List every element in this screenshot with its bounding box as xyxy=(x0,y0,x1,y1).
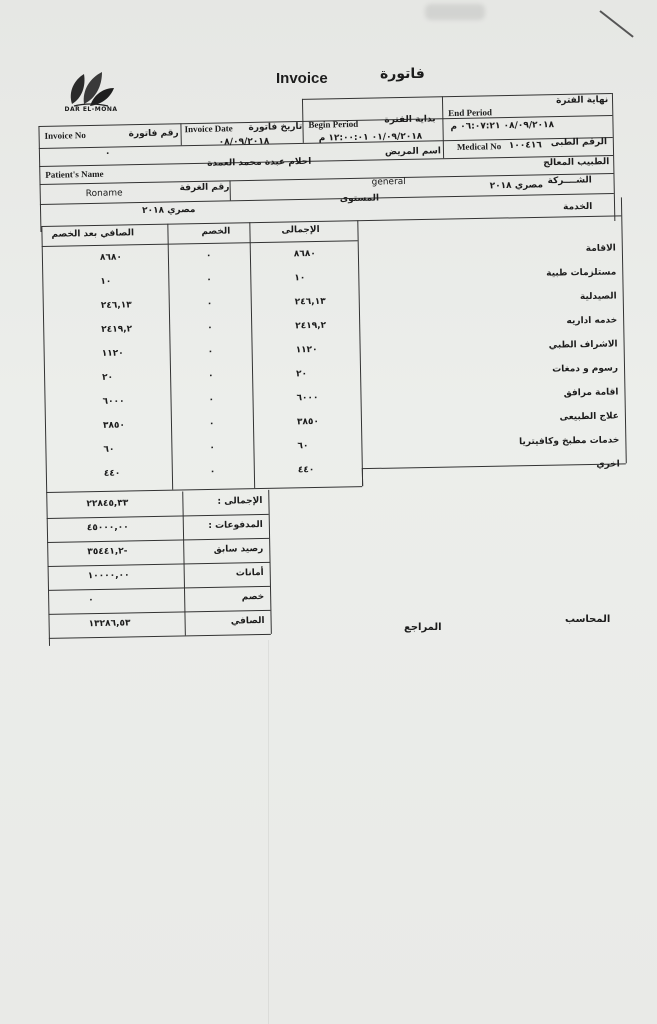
row-discount-value: ٠ xyxy=(206,274,212,285)
row-discount-value: ٠ xyxy=(209,466,216,477)
row-net-value: ٦٠ xyxy=(103,444,115,455)
room-label-ar: رقم الغرفة xyxy=(179,182,230,194)
summary-value: ١٣٢٨٦,٥٣ xyxy=(88,618,131,630)
page-title: Invoice xyxy=(276,70,328,87)
service-name: اقامة مرافق xyxy=(563,387,619,399)
row-net-value: ١١٢٠ xyxy=(101,348,124,359)
row-net-value: ٢٠ xyxy=(102,372,114,383)
paper-fold-line xyxy=(268,640,269,1024)
begin-period-value: ٠١/٠٩/٢٠١٨ ١٢:٠٠:٠١ م xyxy=(318,131,423,144)
total-column-header: الإجمالى xyxy=(281,224,320,236)
summary-label: المدفوعات : xyxy=(208,519,263,531)
medical-no-label-ar: الرقم الطبى xyxy=(550,137,608,149)
service-name: مستلزمات طبية xyxy=(546,267,617,279)
summary-value: ١٠٠٠٠,٠٠ xyxy=(87,570,130,582)
company-value-secondary: مصري ٢٠١٨ xyxy=(141,204,196,217)
row-discount-value: ٠ xyxy=(207,346,214,357)
row-total-value: ٢٤١٩,٢ xyxy=(295,320,327,332)
row-total-value: ٦٠ xyxy=(297,441,309,452)
row-net-value: ٢٤١٩,٢ xyxy=(101,324,133,335)
invoice-date-label-ar: تاريخ فاتورة xyxy=(248,121,303,133)
summary-label: أمانات xyxy=(235,567,264,579)
summary-label: الإجمالى : xyxy=(217,495,263,507)
medical-no-value: ١٠٠٤١٦ xyxy=(508,140,542,151)
summary-value: ٤٥٠٠٠,٠٠ xyxy=(86,522,129,534)
row-total-value: ٤٤٠ xyxy=(297,465,315,476)
accountant-signature-label: المحاسب xyxy=(565,614,611,625)
company-value: مصري ٢٠١٨ xyxy=(489,180,544,192)
summary-value: ٠ xyxy=(88,595,94,606)
service-name: خدمات مطبخ وكافيتريا xyxy=(519,435,620,448)
row-total-value: ٣٨٥٠ xyxy=(296,416,320,428)
company-label-ar: الشــــركة xyxy=(547,175,592,187)
row-net-value: ٢٤٦,١٣ xyxy=(100,300,132,311)
row-discount-value: ٠ xyxy=(205,250,212,261)
patient-name-label-en: Patient's Name xyxy=(45,168,104,180)
summary-value: ٣٥٤٤١,٢- xyxy=(87,546,128,558)
row-net-value: ٤٤٠ xyxy=(103,468,121,479)
row-discount-value: ٠ xyxy=(208,370,214,381)
row-total-value: ٢٠ xyxy=(295,369,308,380)
row-total-value: ١١٢٠ xyxy=(295,344,318,356)
scan-smudge xyxy=(425,4,485,20)
begin-period-label-en: Begin Period xyxy=(308,118,359,130)
net-column-header: الصافي بعد الخصم xyxy=(51,228,135,240)
logo-text: DAR EL-MONA xyxy=(64,106,118,113)
reviewer-signature-label: المراجع xyxy=(404,622,442,633)
medical-no-label-en: Medical No xyxy=(456,141,502,152)
row-total-value: ٨٦٨٠ xyxy=(293,248,316,260)
invoice-no-label-en: Invoice No xyxy=(44,130,86,141)
row-total-value: ١٠ xyxy=(294,273,306,284)
summary-value: ٢٢٨٤٥,٣٣ xyxy=(86,498,129,510)
row-net-value: ١٠ xyxy=(100,276,112,287)
service-name: الصيدلية xyxy=(579,291,617,303)
level-label-ar: المستوى xyxy=(339,193,380,205)
room-label-en: Roname xyxy=(85,188,123,200)
row-discount-value: ٠ xyxy=(208,394,215,405)
service-name: خدمه اداريه xyxy=(566,315,618,327)
discount-column-header: الخصم xyxy=(201,226,231,238)
row-total-value: ٢٤٦,١٣ xyxy=(294,296,326,308)
summary-label: رصيد سابق xyxy=(213,543,264,555)
service-name: الاقامة xyxy=(585,243,616,255)
patient-name-label-ar: اسم المريض xyxy=(384,146,441,158)
service-name: علاج الطبيعى xyxy=(559,411,620,423)
end-period-value: ٠٨/٠٩/٢٠١٨ ٠٦:٠٧:٢١ م xyxy=(450,120,555,133)
invoice-no-label-ar: رقم فاتورة xyxy=(128,128,179,140)
row-net-value: ٦٠٠٠ xyxy=(102,396,125,407)
services-table xyxy=(41,197,629,648)
invoice-no-value: ٠ xyxy=(104,148,111,159)
invoice-date-value: ٠٨/٠٩/٢٠١٨ xyxy=(218,136,270,148)
end-period-label-ar: نهاية الفترة xyxy=(555,95,609,107)
row-net-value: ٨٦٨٠ xyxy=(99,252,122,263)
service-name: رسوم و دمغات xyxy=(552,363,619,375)
begin-period-label-ar: بداية الفترة xyxy=(384,114,436,126)
row-discount-value: ٠ xyxy=(206,298,213,309)
service-column-header: الخدمة xyxy=(562,201,593,213)
summary-label: خصم xyxy=(241,591,265,603)
doctor-label-ar: الطبيب المعالج xyxy=(543,157,610,169)
service-name: اخري xyxy=(596,459,620,470)
end-period-label-en: End Period xyxy=(448,107,493,119)
patient-name-value: احلام عبدة محمد العمدة xyxy=(207,156,312,169)
summary-label: الصافي xyxy=(230,615,265,627)
row-discount-value: ٠ xyxy=(209,442,216,453)
row-net-value: ٣٨٥٠ xyxy=(102,420,126,431)
row-discount-value: ٠ xyxy=(207,322,213,333)
service-name: الاشراف الطبي xyxy=(548,339,618,351)
invoice-date-label-en: Invoice Date xyxy=(184,123,233,135)
level-value: general xyxy=(371,176,406,188)
page-title-arabic: فاتورة xyxy=(380,66,425,82)
row-total-value: ٦٠٠٠ xyxy=(296,392,319,404)
row-discount-value: ٠ xyxy=(208,418,215,429)
